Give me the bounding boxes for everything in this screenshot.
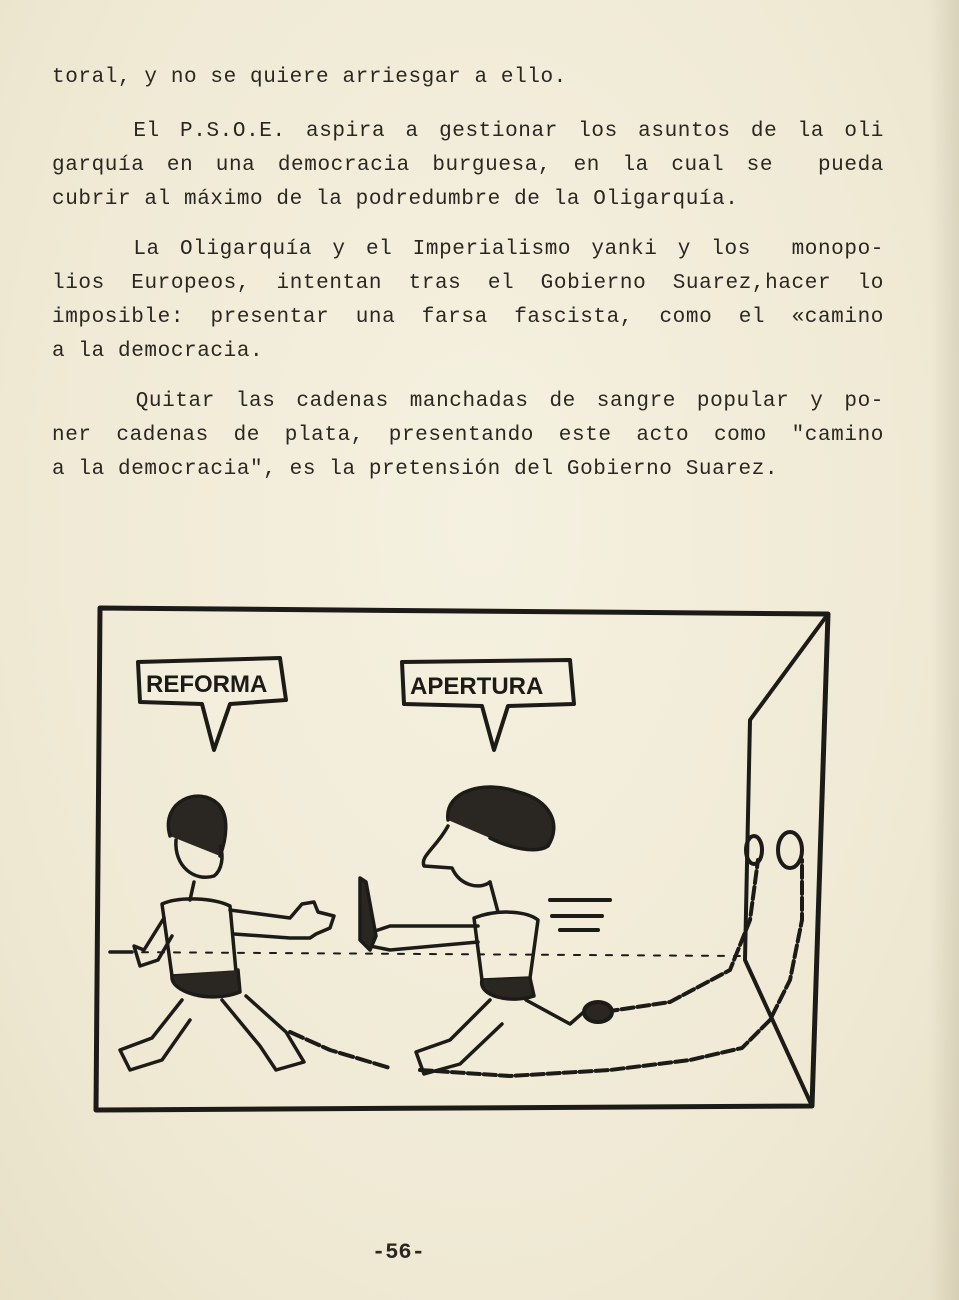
sign-reforma-label: REFORMA — [146, 671, 268, 698]
figure-left — [110, 796, 334, 1070]
cartoon-illustration — [90, 600, 840, 1120]
paragraph-4-line-3: a la democracia", es la pretensión del Gobierno Suarez. — [52, 458, 779, 481]
paragraph-1-line-1: toral, y no se quiere arriesgar a ello. — [52, 66, 567, 89]
paragraph-2-line-1: El P.S.O.E. aspira a gestionar los asuntos de la oli — [52, 120, 884, 143]
figure-right — [360, 787, 610, 1074]
sign-reforma — [138, 658, 286, 750]
paragraph-3-line-3: imposible: presentar una farsa fascista, como el «camino — [52, 306, 884, 329]
paragraph-4-line-1: Quitar las cadenas manchadas de sangre popular y po- — [52, 390, 884, 413]
paragraph-3-line-2: lios Europeos, intentan tras el Gobierno Suarez,hacer lo — [52, 272, 884, 295]
page-edge-shadow — [929, 0, 959, 1300]
paragraph-3-line-4: a la democracia. — [52, 340, 264, 363]
sign-apertura — [402, 660, 574, 750]
sign-apertura-label: APERTURA — [410, 673, 544, 700]
page-number: -56- — [372, 1240, 425, 1265]
paragraph-2-line-3: cubrir al máximo de la podredumbre de la Oligarquía. — [52, 188, 739, 211]
paragraph-2-line-2: garquía en una democracia burguesa, en la cual se pueda — [52, 154, 884, 177]
paragraph-4-line-2: ner cadenas de plata, presentando este acto como "camino — [52, 424, 884, 447]
paragraph-3-line-1: La Oligarquía y el Imperialismo yanki y los monopo- — [52, 238, 884, 261]
